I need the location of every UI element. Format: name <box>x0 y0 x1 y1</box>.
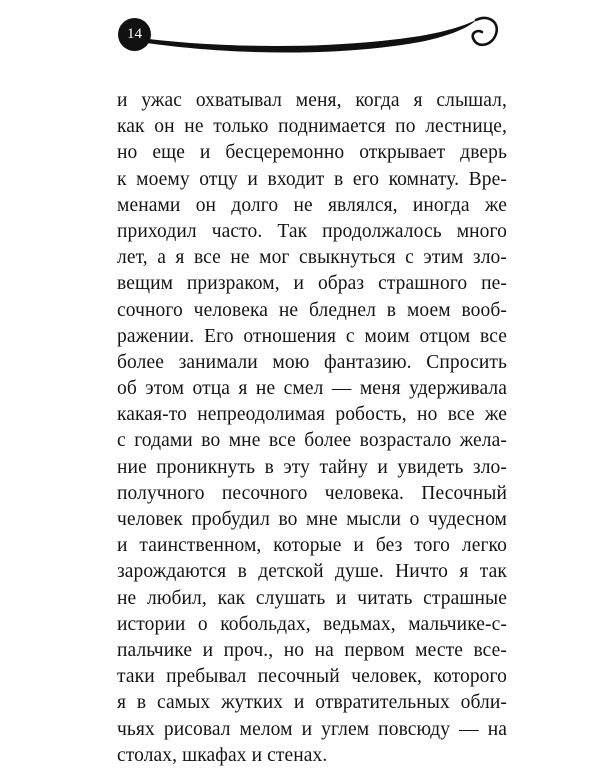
text-line: и таинственном, которые и без того легко <box>117 535 507 557</box>
text-line: не любил, как слушать и читать страшные <box>117 587 507 609</box>
text-line: истории о кобольдах, ведьмах, мальчике-с- <box>117 613 507 635</box>
text-line: чьях рисовал мелом и углем повсюду — на <box>117 718 507 740</box>
text-line: сочного человека не бледнел в моем вооб- <box>117 299 507 321</box>
text-line: таки пребывал песочный человек, которого <box>117 666 507 688</box>
text-line: и ужас охватывал меня, когда я слышал, <box>117 90 507 111</box>
text-line: к моему отцу и входит в его комнату. Вре- <box>117 168 507 190</box>
text-line: ние проникнуть в эту тайну и увидеть зло- <box>117 456 507 478</box>
text-line: более занимали мою фантазию. Спросить <box>117 351 507 373</box>
text-line: ражении. Его отношения с моим отцом все <box>117 325 507 347</box>
text-line: получного песочного человека. Песочный <box>117 482 507 504</box>
text-line: зарождаются в детской душе. Ничто я так <box>117 561 507 583</box>
text-line: но еще и бесцеремонно открывает дверь <box>117 142 507 164</box>
text-line: пальчике и проч., но на первом месте все- <box>117 639 507 661</box>
text-line: с годами во мне все более возрастало жела- <box>117 430 507 452</box>
page-number-badge <box>118 18 151 51</box>
text-line: менами он долго не являлся, иногда же <box>117 194 507 216</box>
text-line: человек пробудил во мне мысли о чудесном <box>117 509 507 530</box>
text-line: как он не только поднимается по лестнице, <box>117 116 507 138</box>
page-number: 14 <box>127 26 142 42</box>
page-header <box>0 0 600 90</box>
text-line: приходил часто. Так продолжалось много <box>117 220 507 242</box>
text-line: я в самых жутких и отвратительных обли- <box>117 692 507 714</box>
text-line: лет, а я все не мог свыкнуться с этим зло- <box>117 247 507 269</box>
body-text <box>117 88 507 769</box>
decorative-flourish-icon <box>0 0 600 90</box>
text-line: об этом отца я не смел — меня удерживала <box>117 378 507 400</box>
text-line: какая-то непреодолимая робость, но все же <box>117 404 507 426</box>
text-line: вещим призраком, и образ страшного пе- <box>117 273 507 295</box>
text-line: столах, шкафах и стенах. <box>117 744 328 766</box>
